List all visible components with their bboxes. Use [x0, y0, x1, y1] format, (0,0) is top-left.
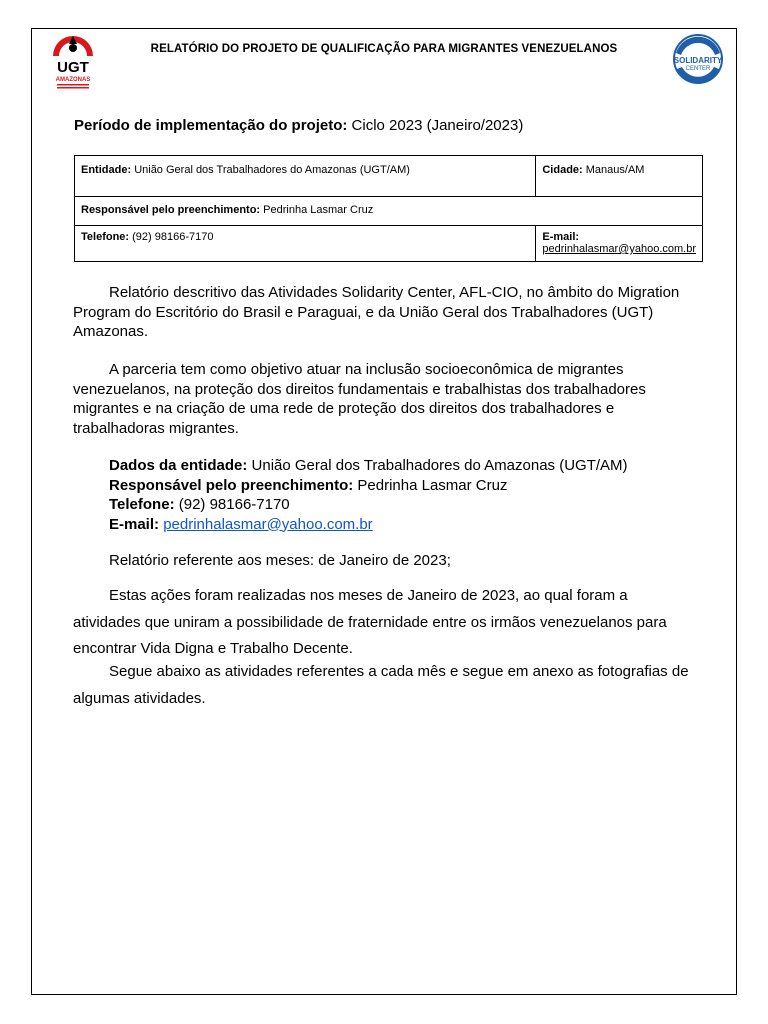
email-data-link[interactable]: pedrinhalasmar@yahoo.com.br	[163, 515, 373, 533]
responsible-label: Responsável pelo preenchimento:	[81, 204, 261, 216]
phone-label: Telefone:	[81, 231, 130, 243]
phone-data-line	[109, 495, 628, 515]
entity-data-value: União Geral dos Trabalhadores do Amazonas (UGT/AM)	[251, 457, 628, 474]
city-value: Manaus/AM	[585, 164, 645, 176]
entity-data-label: Dados da entidade:	[109, 457, 248, 474]
project-period	[74, 117, 523, 134]
phone-cell	[75, 226, 536, 262]
solidarity-logo-text-2: CENTER	[685, 66, 711, 72]
solidarity-center-logo	[671, 33, 725, 85]
entity-label: Entidade:	[81, 164, 132, 176]
solidarity-logo-text-1: SOLIDARITY	[673, 56, 723, 65]
paragraph-annex-text: Segue abaixo as atividades referentes a cada mês e segue em anexo as fotografias de algumas atividades.	[73, 663, 689, 707]
responsible-data-value: Pedrinha Lasmar Cruz	[357, 476, 508, 494]
paragraph-annex	[73, 659, 698, 712]
period-label: Período de implementação do projeto:	[74, 117, 348, 134]
phone-data-value: (92) 98166-7170	[178, 496, 290, 513]
email-data-line	[109, 515, 628, 535]
email-cell	[536, 226, 703, 262]
paragraph-description	[73, 283, 698, 342]
entity-data-line	[109, 456, 628, 476]
report-header-title: RELATÓRIO DO PROJETO DE QUALIFICAÇÃO PARA MIGRANTES VENEZUELANOS	[150, 43, 618, 55]
email-label: E-mail:	[542, 231, 580, 243]
entity-cell	[75, 156, 536, 197]
email-data-label: E-mail:	[109, 515, 160, 533]
period-value: Ciclo 2023 (Janeiro/2023)	[351, 117, 524, 134]
ugt-logo-text: UGT	[57, 59, 89, 76]
responsible-data-line	[109, 476, 628, 496]
ugt-logo	[49, 34, 97, 94]
paragraph-actions-text: Estas ações foram realizadas nos meses de Janeiro de 2023, ao qual foram a atividades que uniram a possibilidade de fraternidade entre os irmãos venezuelanos para encontrar Vida Digna e Trabalho Decente.	[73, 587, 667, 657]
email-link[interactable]: pedrinhalasmar@yahoo.com.br	[542, 243, 696, 255]
paragraph-description-text: Relatório descritivo das Atividades Solidarity Center, AFL-CIO, no âmbito do Migration Program do Escritório do Brasil e Paraguai, e da União Geral dos Trabalhadores (UGT) Amazonas.	[73, 284, 680, 340]
paragraph-months: Relatório referente aos meses: de Janeiro de 2023;	[109, 552, 451, 569]
city-label: Cidade:	[542, 164, 583, 176]
paragraph-objective-text: A parceria tem como objetivo atuar na inclusão socioeconômica de migrantes venezuelanos, na proteção dos direitos fundamentais e trabalhistas dos trabalhadores migrantes e na criação de uma rede de proteção dos direitos dos trabalhadores e trabalhadoras migrantes.	[73, 361, 646, 437]
entity-value: União Geral dos Trabalhadores do Amazonas (UGT/AM)	[134, 164, 410, 176]
phone-data-label: Telefone:	[109, 496, 175, 513]
responsible-value: Pedrinha Lasmar Cruz	[263, 204, 374, 216]
entity-data-block	[109, 456, 628, 534]
ugt-logo-subtext: AMAZONAS	[55, 77, 91, 83]
responsible-data-label: Responsável pelo preenchimento:	[109, 476, 354, 494]
phone-value: (92) 98166-7170	[132, 231, 214, 243]
paragraph-objective	[73, 360, 698, 438]
entity-info-table	[74, 155, 703, 262]
responsible-cell	[75, 197, 703, 226]
city-cell	[536, 156, 703, 197]
paragraph-actions	[73, 583, 698, 663]
